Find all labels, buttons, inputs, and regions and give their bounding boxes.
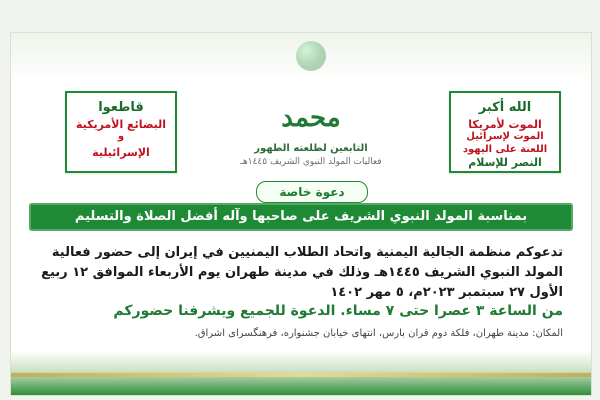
slogan-badge-line: الموت لإسرائيل xyxy=(466,131,544,143)
boycott-badge-line: البضائع الأمريكية xyxy=(75,117,167,131)
slogan-badge-line: الموت لأمريكا xyxy=(468,117,542,131)
slogan-badge-line: اللعنة على اليهود xyxy=(462,143,548,155)
boycott-badge-and: و xyxy=(117,131,125,143)
slogan-badge xyxy=(449,91,561,173)
time-line: من الساعة ٣ عصرا حتى ٧ مساء. الدعوة للجميع ويشرفنا حضوركم xyxy=(113,303,563,319)
slogan-badge-title: الله أكبر xyxy=(478,100,532,115)
slogan-badge-line: النصر للإسلام xyxy=(468,156,542,170)
emblem-title: محمد xyxy=(281,103,341,133)
decorative-medallion-icon xyxy=(296,41,326,71)
boycott-badge-line: الإسرائيلية xyxy=(92,145,150,159)
boycott-badge-title: قاطعوا xyxy=(98,100,144,115)
occasion-banner xyxy=(29,203,573,231)
boycott-badge xyxy=(65,91,177,173)
special-invitation-pill xyxy=(256,181,368,203)
emblem-calligraphy: التابعين لطلعته الطهور xyxy=(254,143,368,154)
prophet-name-emblem xyxy=(221,91,401,183)
location-line: المكان: مدينة طهران، فلكة دوم قران بارس، انتهاى خيابان جشنواره، فرهنگسراى اشراق. xyxy=(194,328,563,339)
bottom-gold-line xyxy=(11,373,591,377)
invitation-card xyxy=(10,32,592,396)
emblem-event-line: فعاليات المولد النبوي الشريف ١٤٤٥هـ xyxy=(240,157,382,167)
special-invitation-label: دعوة خاصة xyxy=(279,185,345,199)
occasion-banner-text: بمناسبة المولد النبوي الشريف على صاحبها وآله أفضل الصلاة والتسليم xyxy=(74,209,528,224)
invitation-paragraph: تدعوكم منظمة الجالية اليمنية واتحاد الطلاب اليمنيين في إيران إلى حضور فعالية المولد النبوي الشريف ١٤٤٥هـ وذلك في مدينة طهران يوم الأربعاء الموافق ١٢ ربيع الأول ٢٧ سبتمبر ٢٠٢٣م، ٥ مهر ١٤٠٢ xyxy=(41,245,563,300)
